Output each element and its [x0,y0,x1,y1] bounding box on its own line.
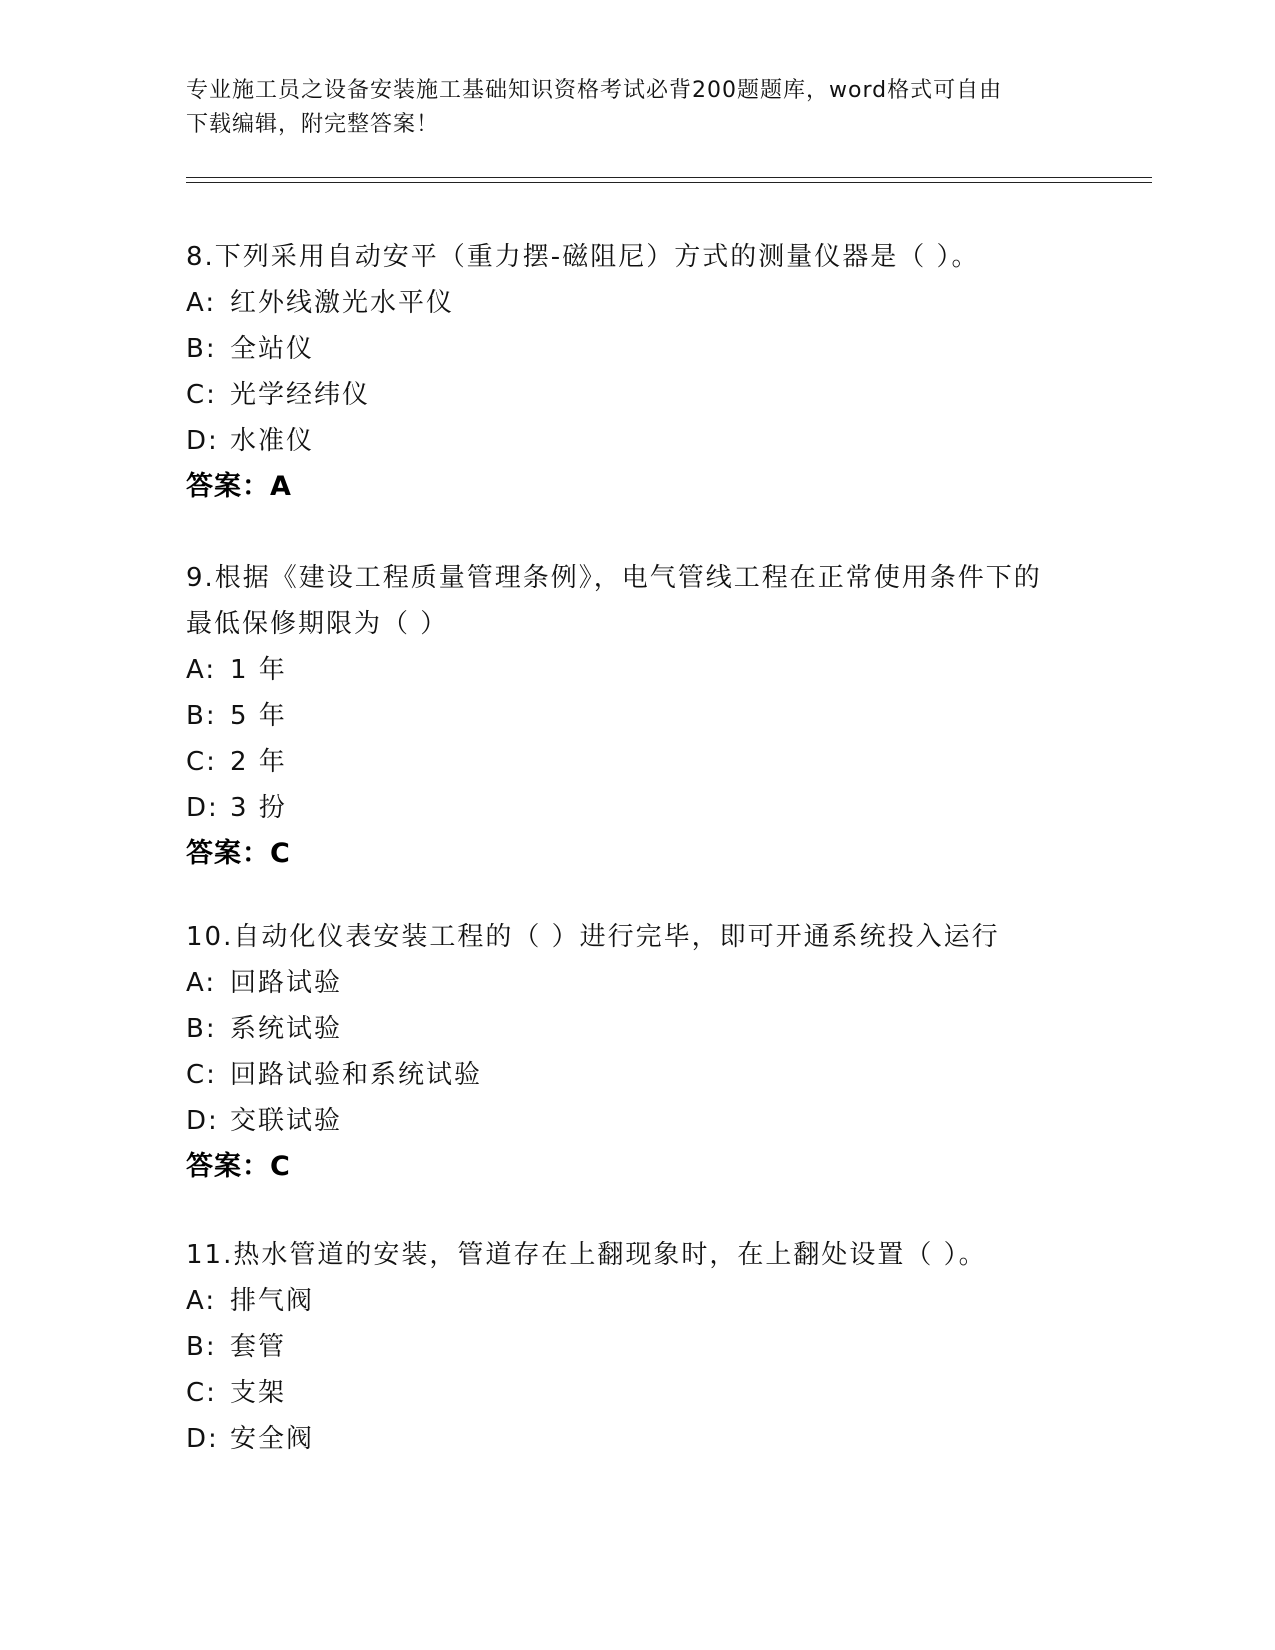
question-9 [186,555,1086,877]
option-letter: A: [186,288,217,318]
option-letter: D: [186,793,219,823]
option-b [186,1324,1086,1370]
option-letter: D: [186,1424,219,1454]
question-stem: 8.下列采用自动安平（重力摆-磁阻尼）方式的测量仪器是（ ）。 [186,242,980,272]
question-8 [186,234,1086,510]
question-stem: 11.热水管道的安装，管道存在上翻现象时，在上翻处设置（ ）。 [186,1240,987,1270]
answer-label: 答案：A [186,471,292,502]
option-c [186,739,1086,785]
option-d [186,1098,1086,1144]
option-letter: B: [186,1014,217,1044]
option-letter: A: [186,968,217,998]
header-rule-bottom [186,182,1152,183]
option-letter: B: [186,1332,217,1362]
question-stem: 9.根据《建设工程质量管理条例》，电气管线工程在正常使用条件下的最低保修期限为（ ） [186,563,1042,639]
option-text: 5 年 [230,701,287,731]
header-line-2: 下载编辑，附完整答案！ [186,112,440,137]
answer-label: 答案：C [186,838,291,869]
question-11 [186,1232,1086,1462]
option-text: 水准仪 [230,426,315,456]
option-text: 全站仪 [230,334,315,364]
option-text: 安全阀 [230,1424,315,1454]
option-text: 支架 [230,1378,287,1408]
option-text: 套管 [230,1332,287,1362]
option-text: 系统试验 [230,1014,343,1044]
option-a [186,960,1086,1006]
option-b [186,326,1086,372]
header-line-1: 专业施工员之设备安装施工基础知识资格考试必背200题题库，word格式可自由 [186,78,1003,103]
option-letter: B: [186,334,217,364]
question-stem: 10.自动化仪表安装工程的（ ）进行完毕，即可开通系统投入运行 [186,922,1000,952]
question-10 [186,914,1086,1190]
option-c [186,1370,1086,1416]
option-text: 红外线激光水平仪 [230,288,455,318]
option-a [186,647,1086,693]
option-letter: D: [186,1106,219,1136]
header-rule-top [186,177,1152,178]
option-text: 排气阀 [230,1286,315,1316]
option-letter: C: [186,747,217,777]
option-d [186,1416,1086,1462]
option-letter: C: [186,1060,217,1090]
option-text: 光学经纬仪 [230,380,371,410]
option-d [186,418,1086,464]
option-letter: A: [186,1286,217,1316]
option-b [186,1006,1086,1052]
option-letter: C: [186,1378,217,1408]
option-text: 3 扮 [230,793,287,823]
answer-label: 答案：C [186,1151,291,1182]
option-letter: D: [186,426,219,456]
option-letter: B: [186,701,217,731]
option-text: 2 年 [230,747,287,777]
option-text: 交联试验 [230,1106,343,1136]
option-text: 1 年 [230,655,287,685]
option-letter: A: [186,655,217,685]
option-a [186,1278,1086,1324]
option-c [186,372,1086,418]
option-c [186,1052,1086,1098]
option-d [186,785,1086,831]
option-a [186,280,1086,326]
option-text: 回路试验 [230,968,343,998]
document-header [186,74,1066,142]
option-letter: C: [186,380,217,410]
option-b [186,693,1086,739]
option-text: 回路试验和系统试验 [230,1060,483,1090]
